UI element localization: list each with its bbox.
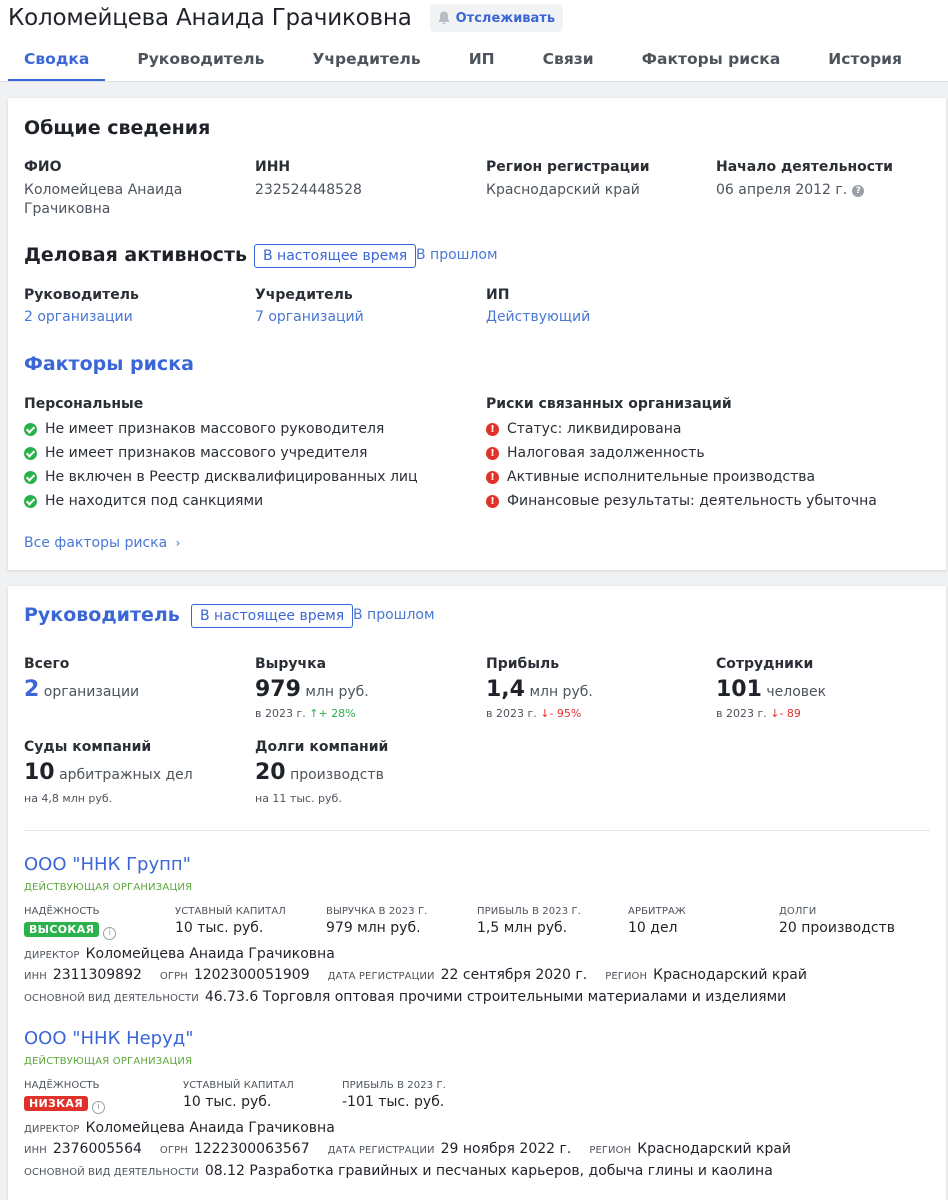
staff-year: в 2023 г. [716,707,767,720]
check-circle-icon [24,447,37,460]
region-value: Краснодарский край [653,967,807,983]
tab-history[interactable]: История [828,50,902,68]
capital-label: УСТАВНЫЙ КАПИТАЛ [183,1080,294,1091]
activity-director-label: Руководитель [24,287,139,303]
total-unit: организации [43,684,140,700]
org-name-link[interactable]: ООО "ННК Групп" [24,854,191,875]
bell-icon [438,11,450,25]
director-cap: ДИРЕКТОР [24,1124,80,1135]
activity-director-link[interactable]: 2 организации [24,309,133,325]
activity-now-toggle[interactable]: В настоящее время [254,244,416,268]
org-okved-row [24,1163,791,1179]
fio-value-line1: Коломейцева Анаида [24,182,183,198]
staff-stat [716,677,826,702]
org-name-link[interactable]: ООО "ННК Неруд" [24,1028,194,1049]
staff-sub [716,707,801,720]
risk-text: Не находится под санкциями [45,493,264,509]
activity-ip-label: ИП [486,287,510,303]
debts-value: 20 [255,760,286,785]
all-risks-link[interactable] [24,535,180,551]
courts-label: Суды компаний [24,739,152,755]
risk-text: Не включен в Реестр дисквалифицированных лиц [45,469,418,485]
capital-label: УСТАВНЫЙ КАПИТАЛ [175,906,286,917]
activity-ip-link[interactable]: Действующий [486,309,591,325]
inn-value: 2376005564 [52,1141,142,1157]
courts-stat [24,760,193,785]
risk-item-bad [486,489,877,513]
okved-value: 46.73.6 Торговля оптовая прочими строительными материалами и изделиями [204,989,787,1005]
ogrn-cap: ОГРН [159,971,188,982]
reliability-badge: НИЗКАЯ [24,1096,88,1111]
staff-unit: человек [766,684,827,700]
page-header [0,0,948,82]
org-status: ДЕЙСТВУЮЩАЯ ОРГАНИЗАЦИЯ [24,1056,193,1067]
revenue-delta: + 28% [318,707,356,720]
courts-sub: на 4,8 млн руб. [24,792,113,805]
reliability-row [24,921,116,940]
related-risks-list [486,417,877,513]
org-status: ДЕЙСТВУЮЩАЯ ОРГАНИЗАЦИЯ [24,882,193,893]
debts-sub: на 11 тыс. руб. [255,792,342,805]
check-circle-icon [24,471,37,484]
risk-item-ok [24,465,418,489]
profit-year: в 2023 г. [486,707,537,720]
activity-past-toggle[interactable]: В прошлом [416,247,498,263]
director-cap: ДИРЕКТОР [24,950,80,961]
reg-value: 22 сентября 2020 г. [440,967,588,983]
arrow-up-icon: ↑ [309,707,319,720]
org-profit-value: -101 тыс. руб. [342,1094,445,1110]
tabs-divider [0,81,948,82]
profit-sub [486,707,581,720]
risk-text: Финансовые результаты: деятельность убыточна [507,493,877,509]
region-cap: РЕГИОН [605,971,648,982]
director-card [8,586,946,1200]
org-profit-label: ПРИБЫЛЬ В 2023 Г. [477,906,581,917]
revenue-sub [255,707,356,720]
risk-text: Не имеет признаков массового учредителя [45,445,368,461]
check-circle-icon [24,495,37,508]
alert-circle-icon: ! [486,495,499,508]
org-profit-label: ПРИБЫЛЬ В 2023 Г. [342,1080,446,1091]
risk-item-bad [486,441,877,465]
risk-item-ok [24,441,418,465]
region-value: Краснодарский край [486,182,640,198]
inn-cap: ИНН [24,971,47,982]
director-now-toggle[interactable]: В настоящее время [191,604,353,628]
okved-cap: ОСНОВНОЙ ВИД ДЕЯТЕЛЬНОСТИ [24,993,199,1004]
region-cap: РЕГИОН [589,1145,632,1156]
start-value: 06 апреля 2012 г. [716,182,848,198]
region-value: Краснодарский край [637,1141,792,1157]
revenue-stat [255,677,369,702]
capital-value: 10 тыс. руб. [183,1094,272,1110]
reg-cap: ДАТА РЕГИСТРАЦИИ [327,1145,435,1156]
inn-value: 232524448528 [255,182,362,198]
total-stat[interactable] [24,677,139,702]
arbitr-value: 10 дел [628,920,678,936]
reliability-label: НАДЁЖНОСТЬ [24,1080,100,1091]
okved-cap: ОСНОВНОЙ ВИД ДЕЯТЕЛЬНОСТИ [24,1167,199,1178]
fio-value-line2: Грачиковна [24,201,111,217]
arrow-down-icon: ↓ [540,707,550,720]
director-value[interactable]: Коломейцева Анаида Грачиковна [85,946,335,962]
risk-text: Активные исполнительные производства [507,469,816,485]
inn-label: ИНН [255,159,291,175]
check-circle-icon [24,423,37,436]
revenue-year: в 2023 г. [255,707,306,720]
related-risks-label: Риски связанных организаций [486,396,732,412]
alert-circle-icon: ! [486,423,499,436]
page-title: Коломейцева Анаида Грачиковна [8,5,412,31]
chevron-right-icon: › [175,536,181,550]
org-revenue-value: 979 млн руб. [326,920,421,936]
profit-delta: - 95% [549,707,582,720]
tab-founder[interactable]: Учредитель [312,50,421,68]
courts-unit: арбитражных дел [59,767,193,783]
org-okved-row [24,989,804,1005]
tab-ip[interactable]: ИП [468,50,495,68]
org-ids-row [24,967,825,983]
section-divider [24,830,930,831]
ogrn-value: 1222300063567 [193,1141,310,1157]
alert-circle-icon: ! [486,471,499,484]
profit-label: Прибыль [486,656,560,672]
risk-item-ok [24,417,418,441]
activity-founder-label: Учредитель [255,287,353,303]
activity-heading: Деловая активность [24,244,247,266]
reg-cap: ДАТА РЕГИСТРАЦИИ [327,971,435,982]
profit-unit: млн руб. [529,684,593,700]
profit-value: 1,4 [486,677,525,702]
staff-delta: - 89 [779,707,801,720]
org-debts-value: 20 производств [779,920,896,936]
debts-label: Долги компаний [255,739,389,755]
org-revenue-label: ВЫРУЧКА В 2023 Г. [326,906,428,917]
total-label: Всего [24,656,70,672]
total-value: 2 [24,677,40,702]
org-debts-label: ДОЛГИ [779,906,817,917]
risk-item-bad [486,465,877,489]
debts-stat [255,760,384,785]
staff-label: Сотрудники [716,656,814,672]
org-director-row [24,946,353,962]
start-label: Начало деятельности [716,159,893,175]
org-profit-value: 1,5 млн руб. [477,920,568,936]
summary-card [8,98,946,570]
revenue-value: 979 [255,677,301,702]
title-row [8,4,563,32]
reliability-label: НАДЁЖНОСТЬ [24,906,100,917]
courts-value: 10 [24,760,55,785]
arbitr-label: АРБИТРАЖ [628,906,686,917]
director-heading[interactable]: Руководитель [24,604,180,626]
personal-risks-label: Персональные [24,396,144,412]
arrow-down-icon: ↓ [770,707,780,720]
start-value-row [716,180,864,200]
risk-text: Статус: ликвидирована [507,421,682,437]
risk-text: Не имеет признаков массового руководителя [45,421,385,437]
info-icon[interactable]: i [103,927,116,940]
tab-director[interactable]: Руководитель [137,50,265,68]
general-heading: Общие сведения [24,117,211,139]
inn-value: 2311309892 [52,967,142,983]
activity-founder-link[interactable]: 7 организаций [255,309,364,325]
risk-item-ok [24,489,418,513]
director-value[interactable]: Коломейцева Анаида Грачиковна [85,1120,335,1136]
risk-item-bad [486,417,877,441]
track-button[interactable] [430,4,563,32]
tab-risk-factors[interactable]: Факторы риска [641,50,781,68]
revenue-label: Выручка [255,656,327,672]
ogrn-cap: ОГРН [159,1145,188,1156]
debts-unit: производств [290,767,384,783]
personal-risks-list [24,417,418,513]
risks-heading[interactable]: Факторы риска [24,353,194,375]
inn-cap: ИНН [24,1145,47,1156]
revenue-unit: млн руб. [305,684,369,700]
tab-links[interactable]: Связи [542,50,594,68]
region-label: Регион регистрации [486,159,650,175]
director-past-toggle[interactable]: В прошлом [353,607,435,623]
ogrn-value: 1202300051909 [193,967,310,983]
info-icon[interactable]: i [92,1101,105,1114]
fio-label: ФИО [24,159,62,175]
all-risks-label: Все факторы риска [24,535,168,551]
reliability-badge: ВЫСОКАЯ [24,922,99,937]
track-label: Отслеживать [455,10,556,26]
tab-summary[interactable]: Сводка [8,42,105,82]
risk-text: Налоговая задолженность [507,445,705,461]
reliability-row [24,1095,105,1114]
profit-stat [486,677,593,702]
org-ids-row [24,1141,809,1157]
okved-value: 08.12 Разработка гравийных и песчаных карьеров, добыча глины и каолина [204,1163,773,1179]
tabs [8,42,934,82]
alert-circle-icon: ! [486,447,499,460]
org-director-row [24,1120,353,1136]
staff-value: 101 [716,677,762,702]
help-icon[interactable]: ? [852,185,864,197]
capital-value: 10 тыс. руб. [175,920,264,936]
reg-value: 29 ноября 2022 г. [440,1141,572,1157]
